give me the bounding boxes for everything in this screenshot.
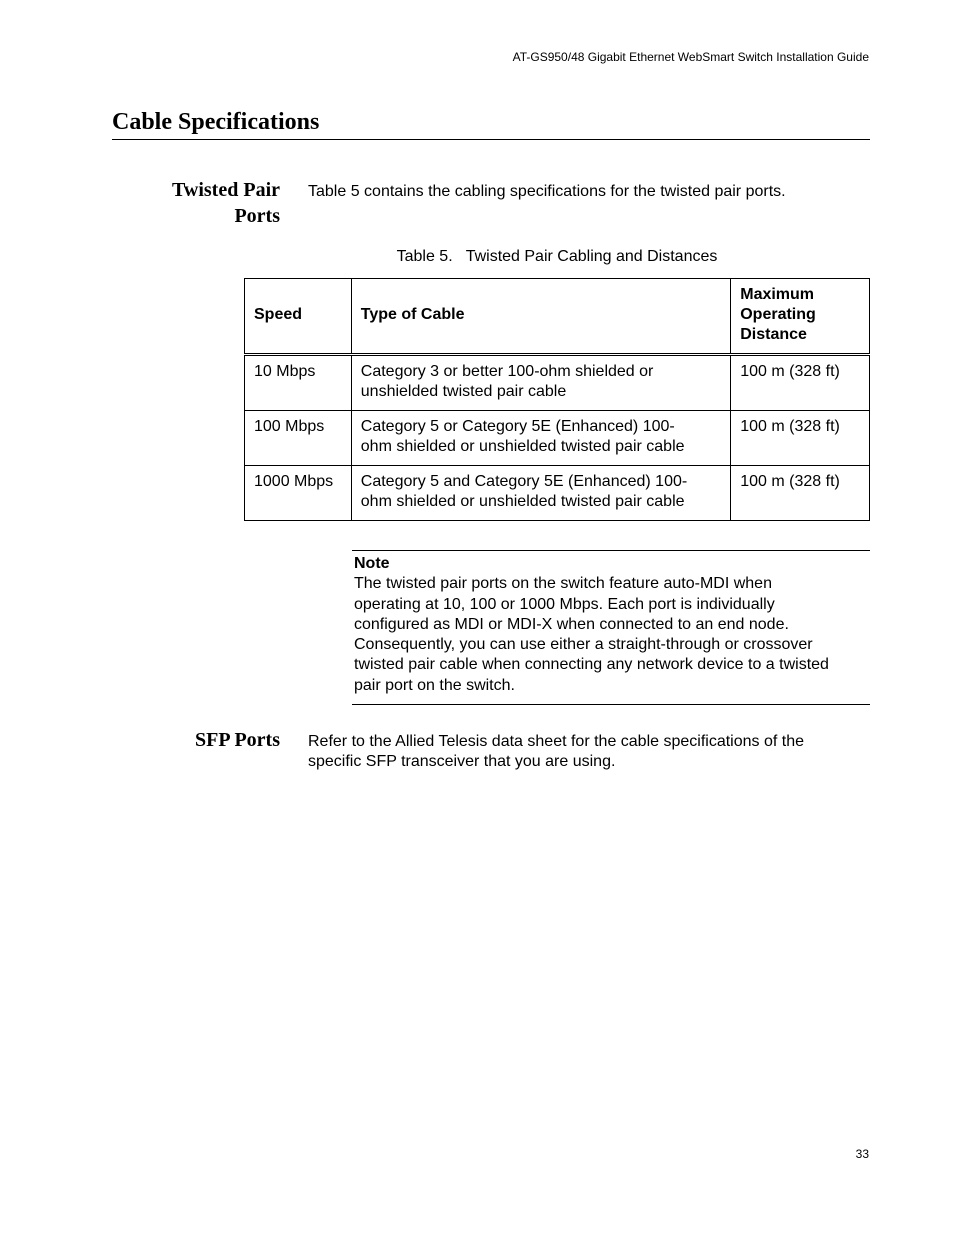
note-block [352, 550, 870, 705]
sfp-text-line2: specific SFP transceiver that you are using. [308, 753, 616, 770]
cell-type-line2: ohm shielded or unshielded twisted pair cable [360, 493, 685, 510]
section-title: Cable Specifications [112, 109, 320, 135]
cell-distance-text: 100 m (328 ft) [740, 473, 840, 490]
cell-type [351, 411, 730, 466]
cell-speed [245, 411, 352, 466]
twisted-pair-heading-line1: Twisted Pair [172, 179, 280, 201]
note-line: pair port on the switch. [354, 676, 515, 694]
header-distance [731, 279, 870, 355]
note-line: twisted pair cable when connecting any network device to a twisted [354, 656, 829, 674]
cabling-table [244, 278, 870, 521]
header-type-label: Type of Cable [360, 306, 465, 323]
cell-type-text [352, 356, 730, 410]
table-row [245, 411, 870, 466]
table-header-row [245, 279, 870, 355]
cell-distance [731, 355, 870, 411]
note-label: Note [354, 555, 390, 572]
cell-type-line1: Category 5 or Category 5E (Enhanced) 100- [360, 418, 675, 435]
note-line: The twisted pair ports on the switch feature auto-MDI when [354, 575, 772, 593]
cell-speed-text: 1000 Mbps [254, 473, 334, 490]
table-caption: Table 5. Twisted Pair Cabling and Distances [396, 248, 718, 265]
table-row [245, 355, 870, 411]
cell-speed [245, 355, 352, 411]
header-type [351, 279, 730, 355]
header-distance-line2: Operating [740, 306, 816, 323]
table-row [245, 466, 870, 521]
cell-type [351, 466, 730, 521]
cell-type-line1: Category 5 and Category 5E (Enhanced) 100- [360, 473, 688, 490]
twisted-pair-heading [172, 177, 280, 229]
twisted-pair-intro: Table 5 contains the cabling specifications for the twisted pair ports. [308, 183, 786, 200]
cell-type-text [352, 466, 730, 520]
cell-type [351, 355, 730, 411]
cell-type-text [352, 411, 730, 465]
note-text [354, 574, 870, 696]
note-line: configured as MDI or MDI-X when connected to an end node. [354, 615, 789, 633]
header-speed [245, 279, 352, 355]
cell-type-line2: ohm shielded or unshielded twisted pair cable [360, 438, 685, 455]
cell-distance-text: 100 m (328 ft) [740, 363, 840, 380]
cell-distance [731, 411, 870, 466]
cell-type-line2: unshielded twisted pair cable [360, 383, 567, 400]
note-line: Consequently, you can use either a straight-through or crossover [354, 636, 813, 654]
header-distance-line3: Distance [740, 326, 807, 343]
cell-type-line1: Category 3 or better 100-ohm shielded or [360, 363, 654, 380]
page-number: 33 [855, 1147, 869, 1161]
cell-speed-text: 10 Mbps [254, 363, 316, 380]
sfp-text-line1: Refer to the Allied Telesis data sheet for the cable specifications of the [308, 733, 804, 750]
section-divider [112, 139, 870, 140]
note-line: operating at 10, 100 or 1000 Mbps. Each port is individually [354, 595, 775, 613]
sfp-ports-heading: SFP Ports [195, 729, 280, 751]
header-distance-line1: Maximum [740, 286, 815, 303]
header-distance-label [731, 279, 869, 353]
cell-distance [731, 466, 870, 521]
running-header: AT-GS950/48 Gigabit Ethernet WebSmart Switch Installation Guide [512, 50, 869, 64]
cell-speed [245, 466, 352, 521]
header-speed-label: Speed [254, 306, 303, 323]
cell-speed-text: 100 Mbps [254, 418, 325, 435]
cell-distance-text: 100 m (328 ft) [740, 418, 840, 435]
twisted-pair-heading-line2: Ports [234, 205, 280, 227]
sfp-ports-text [308, 732, 868, 772]
